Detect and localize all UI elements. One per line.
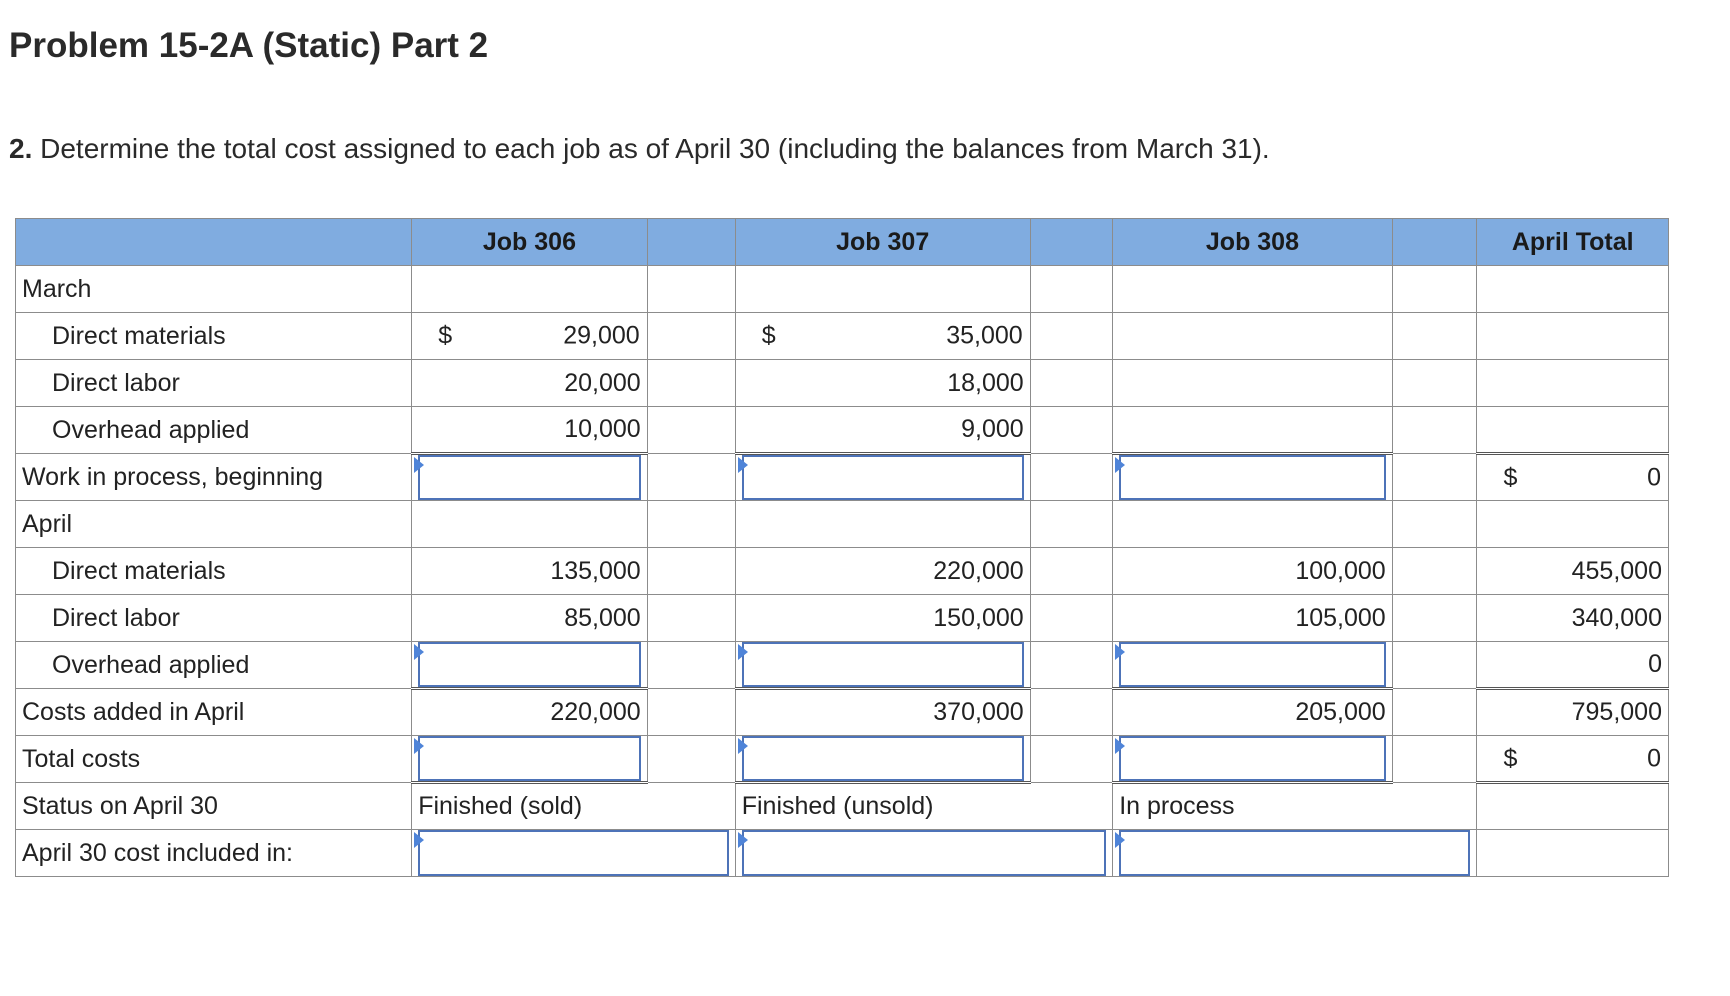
header-job306: Job 306 [412,219,648,266]
cell-job306: 135,000 [412,548,648,595]
cell-value: 35,000 [946,321,1023,350]
input-box[interactable] [742,736,1024,781]
flag-marker-icon [738,457,748,473]
currency-symbol: $ [1503,463,1518,491]
header-label-blank [16,219,412,266]
cell-april-total [1477,736,1669,783]
flag-marker-icon [1115,832,1125,848]
row-label: Work in process, beginning [16,454,412,501]
row-label: April 30 cost included in: [16,830,412,877]
flag-marker-icon [414,644,424,660]
cell-job307: 18,000 [735,360,1030,407]
row-label: March [16,266,412,313]
cell-job308: 100,000 [1113,548,1393,595]
row-label: Overhead applied [16,407,412,454]
header-blank [1392,219,1477,266]
row-label: Direct materials [16,548,412,595]
header-april-total: April Total [1477,219,1669,266]
cell-april-total: 795,000 [1477,689,1669,736]
row-april-overhead-applied [16,642,1669,689]
header-blank [647,219,735,266]
cell-value: 0 [1647,463,1661,491]
select-included-job308[interactable] [1113,830,1477,877]
row-march-overhead-applied [16,407,1669,454]
row-april [16,501,1669,548]
cell-job307: 9,000 [735,407,1030,454]
row-label: Total costs [16,736,412,783]
cell-job306: 220,000 [412,689,648,736]
cell-status-job308: In process [1113,783,1477,830]
flag-marker-icon [1115,738,1125,754]
input-box[interactable] [1119,455,1386,500]
currency-symbol: $ [438,321,453,350]
row-april-direct-materials [16,548,1669,595]
cell-value: 0 [1647,744,1661,772]
page-title: Problem 15-2A (Static) Part 2 [9,26,489,65]
input-total-job307[interactable] [735,736,1030,783]
dropdown-box[interactable] [1119,830,1470,876]
flag-marker-icon [414,832,424,848]
row-march-direct-labor [16,360,1669,407]
cell-job306: 10,000 [412,407,648,454]
cell-job306: 20,000 [412,360,648,407]
cell-value: 29,000 [563,321,640,350]
input-wip-job307[interactable] [735,454,1030,501]
cell-april-total: 0 [1477,642,1669,689]
instruction-body: Determine the total cost assigned to each job as of April 30 (including the balances from March 31). [32,133,1270,164]
input-box[interactable] [1119,736,1386,781]
dropdown-box[interactable] [418,830,729,876]
input-box[interactable] [418,642,641,687]
row-label: Overhead applied [16,642,412,689]
input-overhead-job308[interactable] [1113,642,1393,689]
cell-job308: 205,000 [1113,689,1393,736]
job-cost-table [15,218,1669,877]
input-box[interactable] [1119,642,1386,687]
cell-april-total: 340,000 [1477,595,1669,642]
input-box[interactable] [742,455,1024,500]
currency-symbol: $ [1503,744,1518,772]
flag-marker-icon [738,832,748,848]
row-label: Direct labor [16,360,412,407]
row-label: Costs added in April [16,689,412,736]
row-label: April [16,501,412,548]
flag-marker-icon [738,644,748,660]
flag-marker-icon [738,738,748,754]
input-overhead-job307[interactable] [735,642,1030,689]
instruction-text [9,133,1270,165]
currency-symbol: $ [761,321,776,350]
input-total-job306[interactable] [412,736,648,783]
select-included-job306[interactable] [412,830,736,877]
row-march-direct-materials [16,313,1669,360]
cell-job308: 105,000 [1113,595,1393,642]
header-blank [1030,219,1113,266]
row-march [16,266,1669,313]
cell-job307: 150,000 [735,595,1030,642]
header-job307: Job 307 [735,219,1030,266]
row-wip-beginning [16,454,1669,501]
cell-job307: 220,000 [735,548,1030,595]
input-overhead-job306[interactable] [412,642,648,689]
input-wip-job308[interactable] [1113,454,1393,501]
cell-job306 [412,313,648,360]
instruction-number: 2. [9,133,33,164]
row-cost-included-in [16,830,1669,877]
select-included-job307[interactable] [735,830,1112,877]
row-label: Direct materials [16,313,412,360]
input-box[interactable] [418,736,641,781]
cell-status-job306: Finished (sold) [412,783,736,830]
row-label: Direct labor [16,595,412,642]
flag-marker-icon [1115,644,1125,660]
row-label: Status on April 30 [16,783,412,830]
row-total-costs [16,736,1669,783]
cell-april-total: 455,000 [1477,548,1669,595]
cell-job307 [735,313,1030,360]
row-costs-added-april [16,689,1669,736]
header-job308: Job 308 [1113,219,1393,266]
flag-marker-icon [414,457,424,473]
dropdown-box[interactable] [742,830,1106,876]
cell-job306: 85,000 [412,595,648,642]
cell-status-job307: Finished (unsold) [735,783,1112,830]
row-april-direct-labor [16,595,1669,642]
flag-marker-icon [414,738,424,754]
input-box[interactable] [418,455,641,500]
flag-marker-icon [1115,457,1125,473]
input-box[interactable] [742,642,1024,687]
input-wip-job306[interactable] [412,454,648,501]
row-status-april-30 [16,783,1669,830]
cell-april-total [1477,454,1669,501]
cell-job307: 370,000 [735,689,1030,736]
input-total-job308[interactable] [1113,736,1393,783]
header-row [16,219,1669,266]
